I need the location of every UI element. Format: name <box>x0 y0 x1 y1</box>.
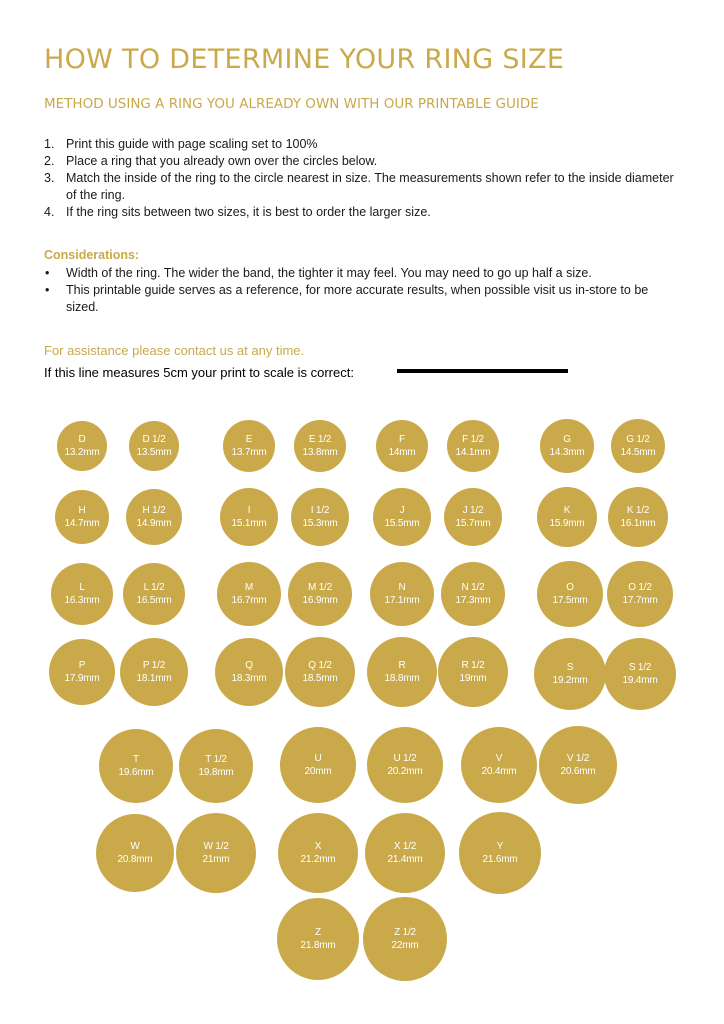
scale-reference-line <box>397 369 568 373</box>
ring-diameter-label: 16.3mm <box>64 595 100 606</box>
ring-diameter-label: 15.5mm <box>384 518 420 529</box>
ring-size-label: F 1/2 <box>462 434 484 445</box>
ring-size-circle <box>447 420 499 472</box>
ring-size-circle <box>179 729 253 803</box>
ring-diameter-label: 16.7mm <box>231 595 267 606</box>
ring-diameter-label: 17.9mm <box>64 673 100 684</box>
ring-size-label: S 1/2 <box>628 662 652 673</box>
step-text: Match the inside of the ring to the circle nearest in size. The measurements shown refer to the inside diameter of the ring. <box>66 171 674 202</box>
ring-diameter-label: 17.7mm <box>622 595 658 606</box>
step-number: 2. <box>44 154 55 168</box>
ring-diameter-label: 18.5mm <box>302 673 338 684</box>
considerations-list <box>44 265 684 316</box>
ring-size-label: N 1/2 <box>461 582 485 593</box>
ring-size-circle <box>294 420 346 472</box>
ring-size-circle <box>604 638 676 710</box>
ring-size-label: E <box>245 434 253 445</box>
ring-size-label: K <box>563 505 571 516</box>
ring-size-label: O 1/2 <box>628 582 652 593</box>
ring-diameter-label: 20.2mm <box>387 766 423 777</box>
ring-diameter-label: 19.4mm <box>622 675 658 686</box>
ring-size-circle <box>280 727 356 803</box>
ring-size-circle <box>376 420 428 472</box>
consideration-text: Width of the ring. The wider the band, the tighter it may feel. You may need to go up half a size. <box>66 266 592 280</box>
ring-size-label: V <box>495 753 503 764</box>
instruction-step <box>44 170 684 204</box>
ring-size-circle <box>607 561 673 627</box>
ring-diameter-label: 13.5mm <box>136 447 172 458</box>
ring-size-circle <box>55 490 109 544</box>
ring-size-label: W <box>130 841 140 852</box>
ring-diameter-label: 18.1mm <box>136 673 172 684</box>
ring-size-label: J 1/2 <box>462 505 484 516</box>
ring-diameter-label: 17.1mm <box>384 595 420 606</box>
ring-size-circle <box>51 563 113 625</box>
ring-diameter-label: 18.8mm <box>384 673 420 684</box>
ring-size-circle <box>537 561 603 627</box>
ring-size-label: P 1/2 <box>142 660 166 671</box>
ring-size-label: E 1/2 <box>308 434 332 445</box>
ring-size-label: S <box>566 662 574 673</box>
ring-diameter-label: 17.3mm <box>455 595 491 606</box>
assistance-note: For assistance please contact us at any time. <box>44 343 305 358</box>
ring-size-circle <box>278 813 358 893</box>
ring-size-circle <box>215 638 283 706</box>
ring-size-circle <box>217 562 281 626</box>
ring-size-label: M 1/2 <box>307 582 332 593</box>
ring-size-label: L <box>79 582 85 593</box>
ring-size-circle <box>223 420 275 472</box>
consideration-item <box>44 282 684 316</box>
ring-diameter-label: 13.7mm <box>231 447 267 458</box>
ring-diameter-label: 19.8mm <box>198 767 234 778</box>
ring-size-circle <box>539 726 617 804</box>
consideration-text: This printable guide serves as a reference, for more accurate results, when possible visit us in-store to be sized. <box>66 283 649 314</box>
bullet-icon: • <box>45 266 50 280</box>
ring-size-label: G <box>563 434 571 445</box>
ring-size-label: H <box>78 505 86 516</box>
instruction-list <box>44 136 684 221</box>
ring-diameter-label: 15.9mm <box>549 518 585 529</box>
ring-size-circle <box>129 421 179 471</box>
ring-size-circle <box>608 487 668 547</box>
ring-size-label: U 1/2 <box>393 753 417 764</box>
ring-size-label: K 1/2 <box>626 505 650 516</box>
ring-diameter-label: 16.9mm <box>302 595 338 606</box>
ring-size-label: Z <box>315 927 321 938</box>
ring-diameter-label: 20.6mm <box>560 766 596 777</box>
ring-size-label: G 1/2 <box>626 434 650 445</box>
ring-diameter-label: 14.3mm <box>549 447 585 458</box>
ring-diameter-label: 15.1mm <box>231 518 267 529</box>
ring-size-circle <box>441 562 505 626</box>
ring-diameter-label: 14mm <box>388 447 416 458</box>
ring-size-label: N <box>398 582 406 593</box>
ring-size-label: Z 1/2 <box>394 927 416 938</box>
consideration-item <box>44 265 684 282</box>
ring-diameter-label: 14.7mm <box>64 518 100 529</box>
ring-size-label: P <box>78 660 86 671</box>
ring-size-circle <box>363 897 447 981</box>
ring-size-circle <box>438 637 508 707</box>
ring-size-circle <box>49 639 115 705</box>
step-number: 1. <box>44 137 55 151</box>
ring-diameter-label: 16.5mm <box>136 595 172 606</box>
ring-size-circle <box>126 489 182 545</box>
ring-size-circle <box>370 562 434 626</box>
ring-size-circle <box>373 488 431 546</box>
method-subtitle: METHOD USING A RING YOU ALREADY OWN WITH OUR PRINTABLE GUIDE <box>44 96 539 112</box>
step-number: 4. <box>44 205 55 219</box>
ring-size-label: Q <box>245 660 253 671</box>
ring-size-label: X <box>314 841 322 852</box>
ring-size-circle <box>365 813 445 893</box>
ring-size-label: M <box>244 582 254 593</box>
ring-diameter-label: 19mm <box>459 673 487 684</box>
ring-size-label: H 1/2 <box>142 505 166 516</box>
ring-size-circle <box>540 419 594 473</box>
bullet-icon: • <box>45 283 50 297</box>
ring-size-label: D 1/2 <box>142 434 166 445</box>
ring-diameter-label: 15.7mm <box>455 518 491 529</box>
ring-diameter-label: 21.4mm <box>387 854 423 865</box>
ring-size-circle <box>459 812 541 894</box>
ring-size-circle <box>220 488 278 546</box>
ring-size-circle <box>285 637 355 707</box>
ring-size-label: R <box>398 660 406 671</box>
ring-diameter-label: 21.6mm <box>482 854 518 865</box>
ring-diameter-label: 16.1mm <box>620 518 656 529</box>
ring-size-circle <box>611 419 665 473</box>
ring-diameter-label: 20.4mm <box>481 766 517 777</box>
ring-size-circle <box>444 488 502 546</box>
ring-diameter-label: 18.3mm <box>231 673 267 684</box>
ring-size-circle <box>57 421 107 471</box>
ring-size-circle <box>176 813 256 893</box>
ring-diameter-label: 14.9mm <box>136 518 172 529</box>
ring-size-circle <box>367 727 443 803</box>
ring-size-label: Y <box>496 841 504 852</box>
ring-diameter-label: 20mm <box>304 766 332 777</box>
step-text: If the ring sits between two sizes, it is best to order the larger size. <box>66 205 431 219</box>
step-text: Print this guide with page scaling set to 100% <box>66 137 318 151</box>
ring-size-label: Q 1/2 <box>308 660 332 671</box>
ring-diameter-label: 13.8mm <box>302 447 338 458</box>
step-number: 3. <box>44 171 55 185</box>
ring-size-label: D <box>78 434 86 445</box>
ring-size-label: V 1/2 <box>566 753 590 764</box>
ring-size-label: J <box>399 505 405 516</box>
instruction-step <box>44 153 684 170</box>
ring-diameter-label: 13.2mm <box>64 447 100 458</box>
ring-diameter-label: 20.8mm <box>117 854 153 865</box>
ring-size-label: T <box>133 754 139 765</box>
ring-diameter-label: 19.6mm <box>118 767 154 778</box>
ring-diameter-label: 19.2mm <box>552 675 588 686</box>
page-title: HOW TO DETERMINE YOUR RING SIZE <box>44 44 565 75</box>
ring-size-label: R 1/2 <box>461 660 485 671</box>
ring-diameter-label: 21.2mm <box>300 854 336 865</box>
ring-size-circle <box>123 563 185 625</box>
ring-size-circle <box>277 898 359 980</box>
ring-size-circle <box>96 814 174 892</box>
ring-size-label: W 1/2 <box>203 841 229 852</box>
ring-size-circle <box>367 637 437 707</box>
ring-diameter-label: 15.3mm <box>302 518 338 529</box>
ring-size-label: O <box>566 582 574 593</box>
step-text: Place a ring that you already own over the circles below. <box>66 154 378 168</box>
ring-diameter-label: 17.5mm <box>552 595 588 606</box>
ring-size-label: L 1/2 <box>143 582 165 593</box>
ring-diameter-label: 21.8mm <box>300 940 336 951</box>
ring-size-circle <box>291 488 349 546</box>
ring-size-circle <box>461 727 537 803</box>
ring-size-label: I <box>247 505 251 516</box>
ring-size-circle <box>288 562 352 626</box>
ring-diameter-label: 14.5mm <box>620 447 656 458</box>
instruction-step <box>44 136 684 153</box>
ring-size-circle <box>534 638 606 710</box>
ring-diameter-label: 21mm <box>202 854 230 865</box>
ring-size-circle <box>537 487 597 547</box>
ring-size-label: F <box>399 434 405 445</box>
ring-size-circle <box>120 638 188 706</box>
scale-check-text: If this line measures 5cm your print to scale is correct: <box>44 365 354 380</box>
ring-size-label: X 1/2 <box>393 841 417 852</box>
considerations-heading: Considerations: <box>44 248 140 262</box>
ring-diameter-label: 22mm <box>391 940 419 951</box>
ring-size-label: T 1/2 <box>205 754 227 765</box>
ring-size-label: U <box>314 753 322 764</box>
ring-diameter-label: 14.1mm <box>455 447 491 458</box>
ring-size-circle <box>99 729 173 803</box>
ring-size-label: I 1/2 <box>310 505 330 516</box>
instruction-step <box>44 204 684 221</box>
